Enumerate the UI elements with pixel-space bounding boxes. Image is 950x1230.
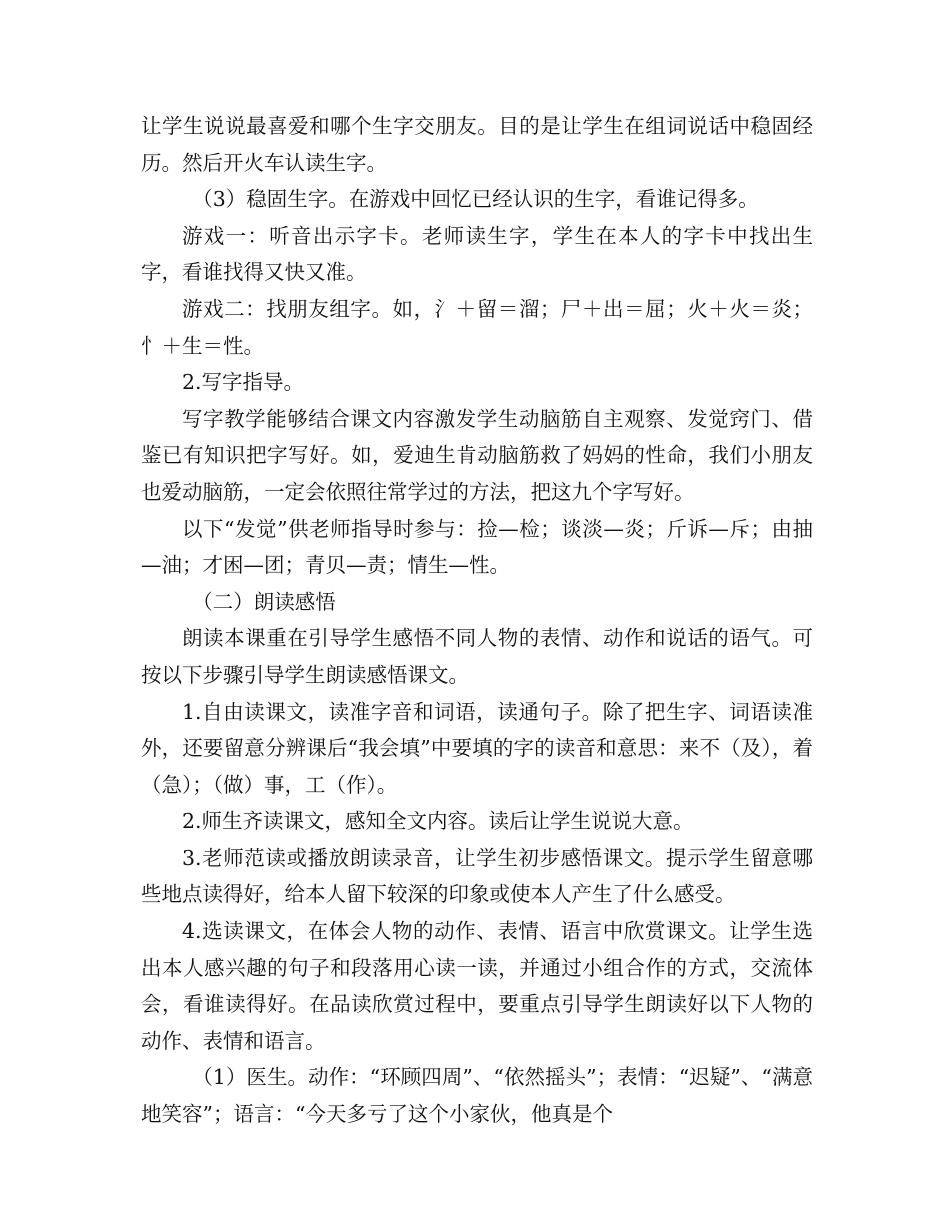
paragraph-writing-teaching: 写字教学能够结合课文内容激发学生动脑筋自主观察、发觉窍门、借鉴已有知识把字写好。如，爱迪生肯动脑筋救了妈妈的性命，我们小朋友也爱动脑筋，一定会依照往常学过的方法，把这九个字写好。 (141, 406, 813, 504)
heading-writing-guidance: 2.写字指导。 (182, 370, 305, 395)
paragraph-step-two: 2.师生齐读课文，感知全文内容。读后让学生说说大意。 (182, 809, 694, 834)
body-text (141, 108, 813, 1133)
paragraph-doctor: （1）医生。动作：“环顾四周”、“依然摇头”；表情：“迟疑”、“满意地笑容”；语言：“今天多亏了这个小家伙，他真是个 (141, 1065, 813, 1127)
paragraph-step-four: 4.选读课文，在体会人物的动作、表情、语言中欣赏课文。让学生选出本人感兴趣的句子和段落用心读一读，并通过小组合作的方式，交流体会，看谁读得好。在品读欣赏过程中，要重点引导学生朗读好以下人物的动作、表情和语言。 (141, 919, 813, 1053)
heading-reading-comprehension: （二）朗读感悟 (192, 589, 336, 614)
paragraph-discoveries: 以下“发觉”供老师指导时参与：捡—检；谈淡—炎；斤诉—斥；由抽—油；才困—团；青贝—责；情生—性。 (141, 516, 813, 578)
paragraph-step-three: 3.老师范读或播放朗读录音，让学生初步感悟课文。提示学生留意哪些地点读得好，给本人留下较深的印象或使本人产生了什么感受。 (141, 845, 813, 907)
paragraph-intro: 让学生说说最喜爱和哪个生字交朋友。目的是让学生在组词说话中稳固经历。然后开火车认读生字。 (141, 114, 813, 175)
paragraph-game-one: 游戏一：听音出示字卡。老师读生字，学生在本人的字卡中找出生字，看谁找得又快又准。 (141, 223, 813, 285)
paragraph-reading-intro: 朗读本课重在引导学生感悟不同人物的表情、动作和说话的语气。可按以下步骤引导学生朗读感悟课文。 (141, 626, 813, 687)
paragraph-step-one: 1.自由读课文，读准字音和词语，读通句子。除了把生字、词语读准外，还要留意分辨课后“我会填”中要填的字的读音和意思：来不（及），着（急）；（做）事，工（作）。 (141, 699, 813, 797)
paragraph-consolidate: （3）稳固生字。在游戏中回忆已经认识的生字，看谁记得多。 (192, 187, 759, 212)
paragraph-game-two: 游戏二：找朋友组字。如，氵＋留＝溜；尸＋出＝屈；火＋火＝炎；忄＋生＝性。 (141, 296, 813, 358)
